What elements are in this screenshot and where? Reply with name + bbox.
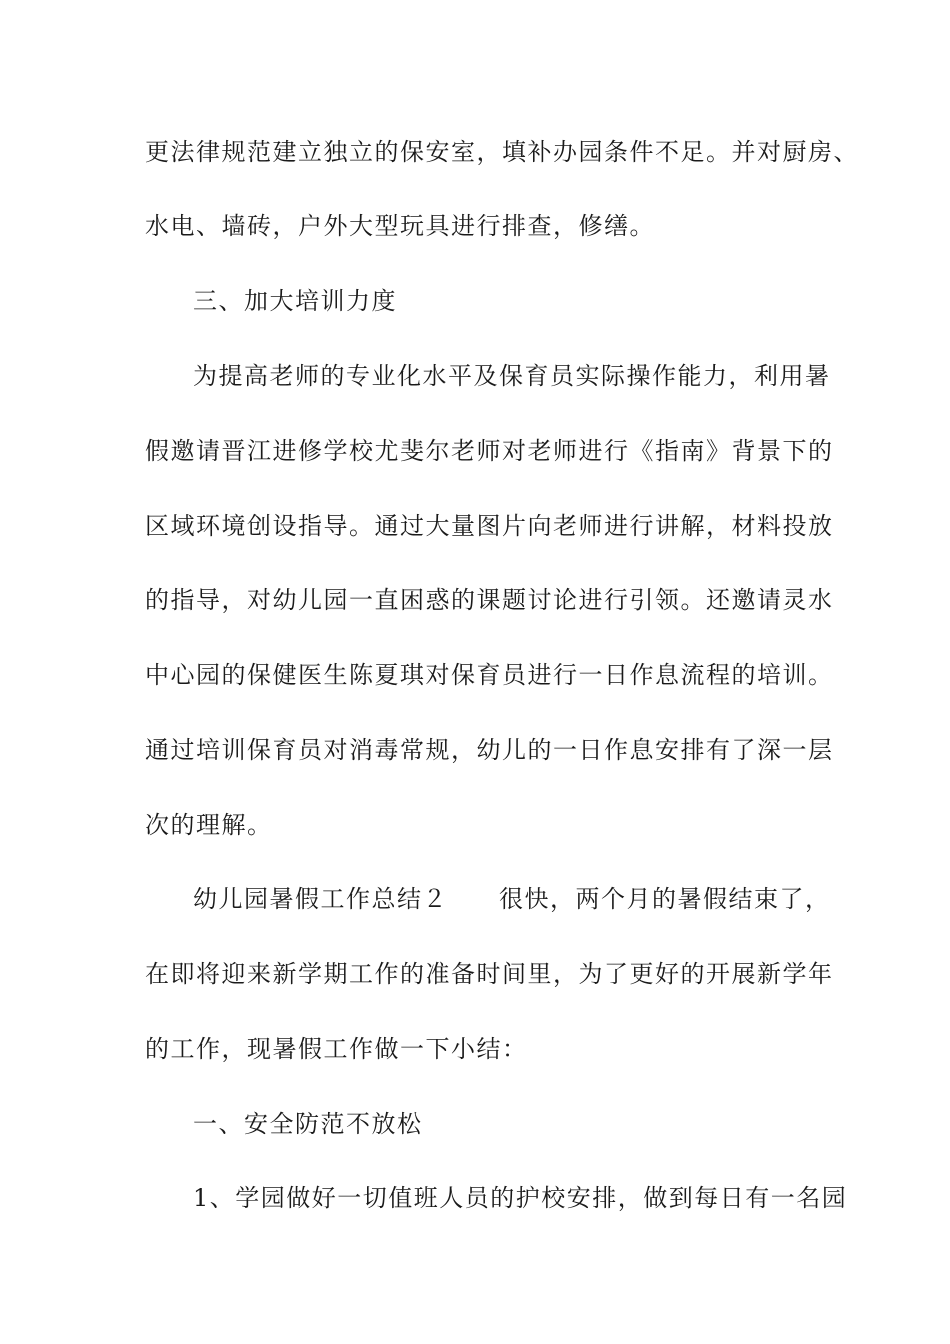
summary-title-line: 幼儿园暑假工作总结２ 很快，两个月的暑假结束了， bbox=[193, 885, 831, 913]
paragraph-line: 区域环境创设指导。通过大量图片向老师进行讲解，材料投放 bbox=[145, 512, 834, 540]
paragraph-line: 假邀请晋江进修学校尤斐尔老师对老师进行《指南》背景下的 bbox=[145, 437, 834, 465]
paragraph-line: 的指导，对幼儿园一直困惑的课题讨论进行引领。还邀请灵水 bbox=[145, 586, 834, 614]
paragraph-line: 更法律规范建立独立的保安室，填补办园条件不足。并对厨房、 bbox=[145, 138, 859, 166]
paragraph-line: 次的理解。 bbox=[145, 811, 273, 839]
paragraph-line: 水电、墙砖，户外大型玩具进行排查，修缮。 bbox=[145, 212, 655, 240]
paragraph-line: 1、学园做好一切值班人员的护校安排，做到每日有一名园 bbox=[193, 1184, 848, 1212]
paragraph-line: 的工作，现暑假工作做一下小结： bbox=[145, 1035, 528, 1063]
section-heading: 一、安全防范不放松 bbox=[193, 1110, 423, 1138]
paragraph-line: 在即将迎来新学期工作的准备时间里，为了更好的开展新学年 bbox=[145, 960, 834, 988]
paragraph-line: 通过培训保育员对消毒常规，幼儿的一日作息安排有了深一层 bbox=[145, 736, 834, 764]
paragraph-line: 为提高老师的专业化水平及保育员实际操作能力，利用暑 bbox=[193, 362, 831, 390]
section-heading: 三、加大培训力度 bbox=[193, 287, 397, 315]
paragraph-line: 中心园的保健医生陈夏琪对保育员进行一日作息流程的培训。 bbox=[145, 661, 834, 689]
